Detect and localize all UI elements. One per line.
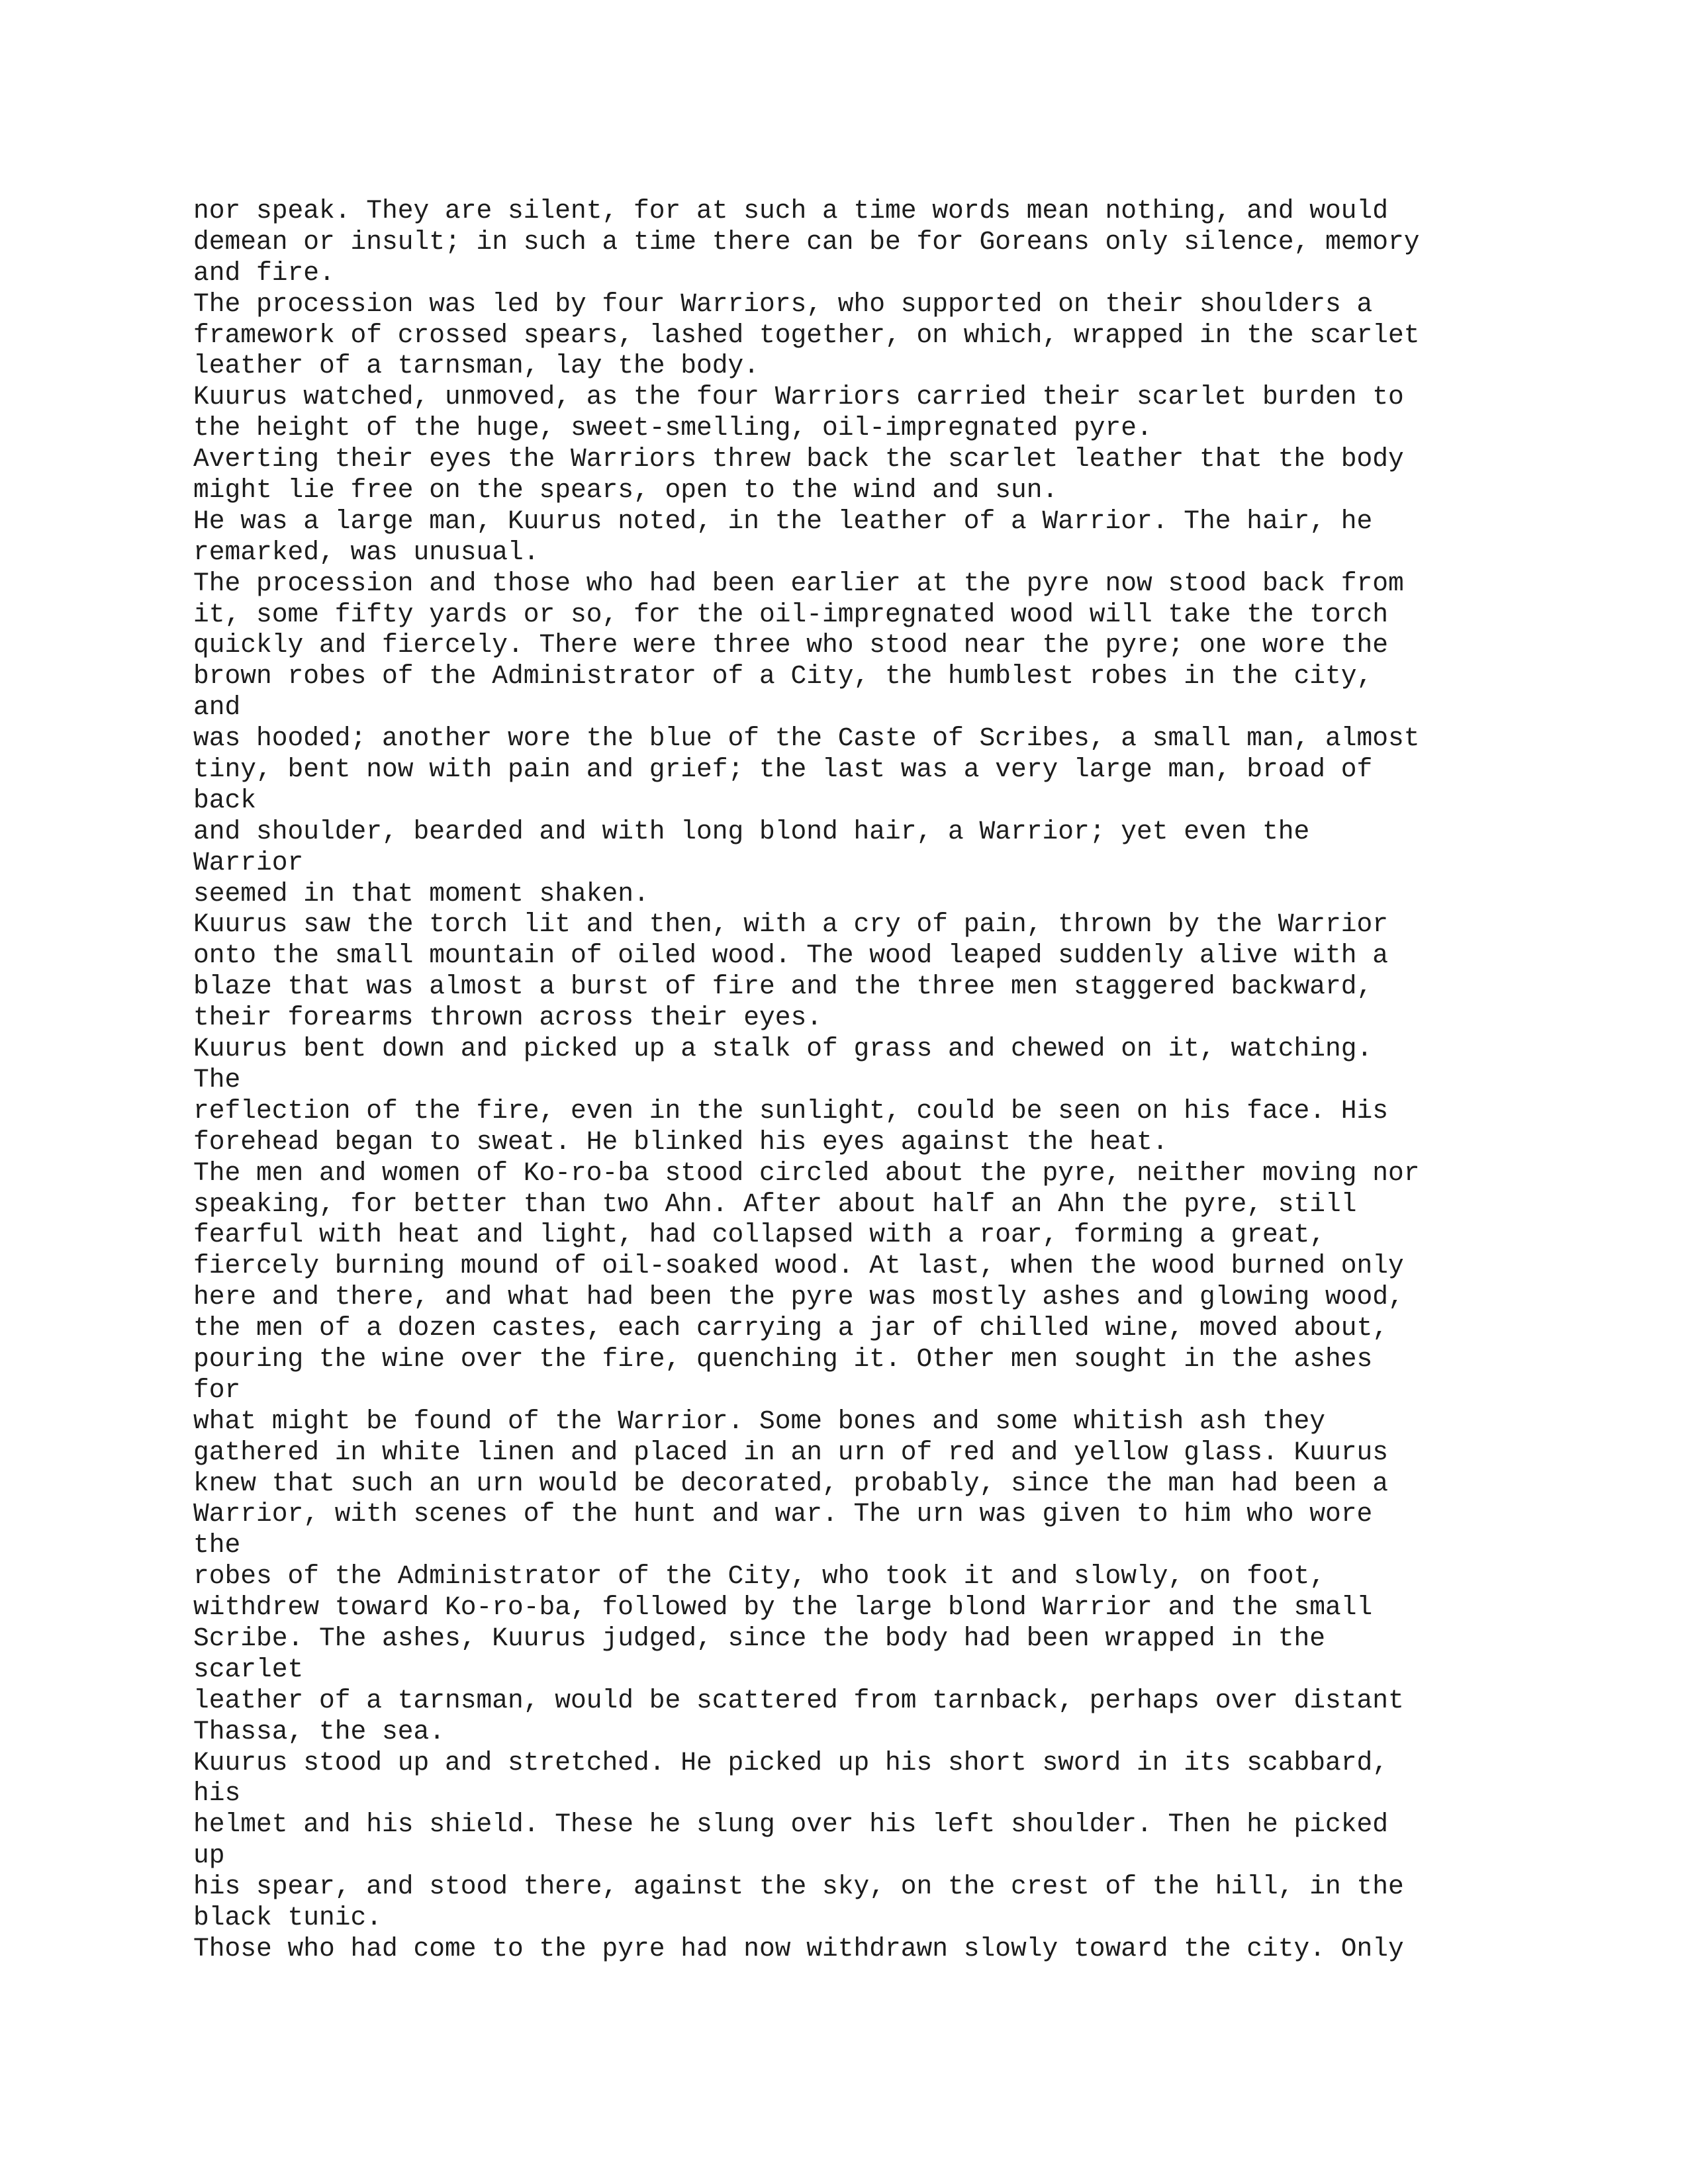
text-line: the height of the huge, sweet-smelling, oil-impregnated pyre.: [193, 413, 1152, 443]
text-line: for: [193, 1375, 241, 1405]
text-line: pouring the wine over the fire, quenching it. Other men sought in the ashes: [193, 1343, 1373, 1374]
text-line: fearful with heat and light, had collapsed with a roar, forming a great,: [193, 1220, 1326, 1250]
text-line: Those who had come to the pyre had now withdrawn slowly toward the city. Only: [193, 1933, 1404, 1964]
text-line: blaze that was almost a burst of fire and the three men staggered backward,: [193, 972, 1373, 1002]
text-line: demean or insult; in such a time there can be for Goreans only silence, memory: [193, 226, 1420, 257]
text-line: reflection of the fire, even in the sunlight, could be seen on his face. His: [193, 1095, 1389, 1126]
text-line: here and there, and what had been the pyre was mostly ashes and glowing wood,: [193, 1282, 1404, 1312]
text-line: scarlet: [193, 1654, 304, 1684]
text-line: Kuurus watched, unmoved, as the four Warriors carried their scarlet burden to: [193, 382, 1404, 412]
text-line: framework of crossed spears, lashed together, on which, wrapped in the scarlet: [193, 320, 1420, 350]
text-line: speaking, for better than two Ahn. After about half an Ahn the pyre, still: [193, 1189, 1357, 1219]
text-line: forehead began to sweat. He blinked his eyes against the heat.: [193, 1126, 1168, 1157]
text-line: up: [193, 1841, 225, 1871]
text-line: and fire.: [193, 257, 335, 288]
text-line: Thassa, the sea.: [193, 1716, 445, 1747]
text-line: robes of the Administrator of the City, who took it and slowly, on foot,: [193, 1561, 1326, 1592]
text-line: and shoulder, bearded and with long blond hair, a Warrior; yet even the: [193, 816, 1310, 846]
text-line: Warrior: [193, 847, 304, 878]
text-line: withdrew toward Ko-ro-ba, followed by the large blond Warrior and the small: [193, 1592, 1373, 1623]
text-line: and: [193, 692, 241, 723]
text-line: his: [193, 1778, 241, 1809]
text-line: seemed in that moment shaken.: [193, 878, 649, 909]
text-line: black tunic.: [193, 1902, 383, 1933]
text-line: onto the small mountain of oiled wood. The wood leaped suddenly alive with a: [193, 940, 1389, 971]
text-line: back: [193, 785, 257, 815]
text-line: was hooded; another wore the blue of the Caste of Scribes, a small man, almost: [193, 723, 1420, 754]
text-line: nor speak. They are silent, for at such a time words mean nothing, and would: [193, 196, 1389, 226]
text-line: Warrior, with scenes of the hunt and war. The urn was given to him who wore: [193, 1499, 1373, 1529]
text-line: Scribe. The ashes, Kuurus judged, since the body had been wrapped in the: [193, 1623, 1326, 1653]
text-line: remarked, was unusual.: [193, 537, 539, 567]
text-line: The procession and those who had been earlier at the pyre now stood back from: [193, 568, 1404, 598]
text-line: quickly and fiercely. There were three who stood near the pyre; one wore the: [193, 630, 1389, 660]
text-line: The: [193, 1064, 241, 1095]
text-line: Kuurus bent down and picked up a stalk of grass and chewed on it, watching.: [193, 1034, 1373, 1064]
text-line: what might be found of the Warrior. Some bones and some whitish ash they: [193, 1406, 1326, 1436]
text-line: helmet and his shield. These he slung over his left shoulder. Then he picked: [193, 1809, 1389, 1840]
text-line: The procession was led by four Warriors, who supported on their shoulders a: [193, 289, 1373, 319]
text-line: the men of a dozen castes, each carrying a jar of chilled wine, moved about,: [193, 1313, 1389, 1343]
text-line: his spear, and stood there, against the sky, on the crest of the hill, in the: [193, 1872, 1404, 1902]
text-line: might lie free on the spears, open to the wind and sun.: [193, 475, 1058, 506]
text-line: brown robes of the Administrator of a City, the humblest robes in the city,: [193, 661, 1373, 692]
text-line: their forearms thrown across their eyes.: [193, 1003, 823, 1033]
text-line: gathered in white linen and placed in an urn of red and yellow glass. Kuurus: [193, 1437, 1389, 1467]
text-line: tiny, bent now with pain and grief; the last was a very large man, broad of: [193, 754, 1373, 785]
text-line: leather of a tarnsman, would be scattered from tarnback, perhaps over distant: [193, 1685, 1404, 1715]
text-line: leather of a tarnsman, lay the body.: [193, 351, 760, 381]
text-line: He was a large man, Kuurus noted, in the leather of a Warrior. The hair, he: [193, 506, 1373, 536]
text-line: Kuurus saw the torch lit and then, with a cry of pain, thrown by the Warrior: [193, 909, 1389, 940]
text-line: The men and women of Ko-ro-ba stood circled about the pyre, neither moving nor: [193, 1158, 1420, 1188]
text-line: knew that such an urn would be decorated, probably, since the man had been a: [193, 1468, 1389, 1498]
text-line: it, some fifty yards or so, for the oil-impregnated wood will take the torch: [193, 599, 1389, 629]
text-line: Averting their eyes the Warriors threw back the scarlet leather that the body: [193, 444, 1404, 475]
text-line: Kuurus stood up and stretched. He picked up his short sword in its scabbard,: [193, 1747, 1389, 1778]
text-line: fiercely burning mound of oil-soaked wood. At last, when the wood burned only: [193, 1251, 1404, 1281]
body-text: [193, 196, 1517, 1965]
text-line: the: [193, 1530, 241, 1561]
